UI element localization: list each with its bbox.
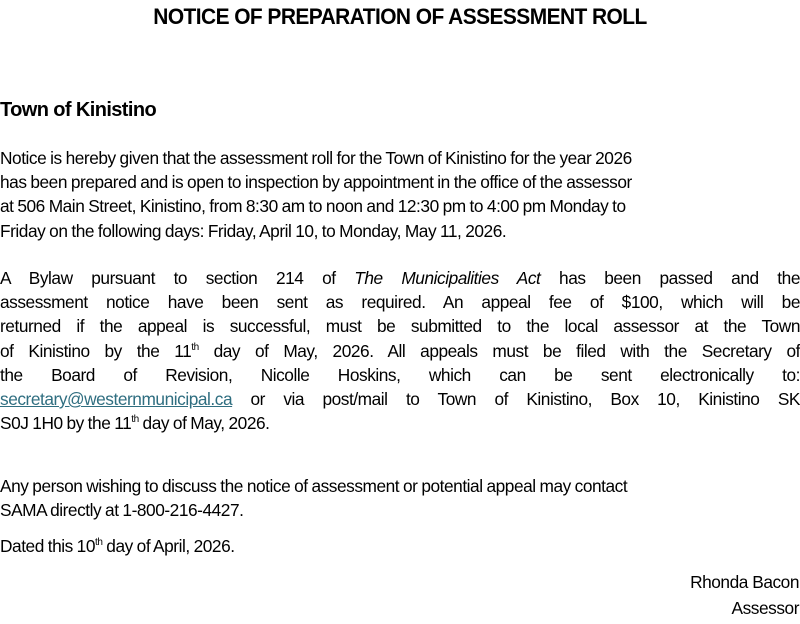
text-line (0, 387, 800, 411)
signature-name: Rhonda Bacon (690, 572, 799, 592)
page-title: NOTICE OF PREPARATION OF ASSESSMENT ROLL (153, 4, 647, 29)
text-line (0, 339, 800, 363)
text-segment: Dated this 10 (0, 536, 95, 556)
section-heading: Town of Kinistino (0, 99, 157, 121)
paragraph-bylaw (0, 266, 800, 435)
text-line (0, 411, 800, 435)
text-line: has been prepared and is open to inspection by appointment in the office of the assessor (0, 172, 632, 193)
text-line: the Board of Revision, Nicolle Hoskins, which can be sent electronically to: (0, 364, 800, 385)
text-segment: day of April, 2026. (102, 536, 235, 556)
text-line: Any person wishing to discuss the notice of assessment or potential appeal may contact (0, 476, 628, 496)
text-line: assessment notice have been sent as required. An appeal fee of $100, which will be (0, 292, 800, 313)
text-line (0, 266, 800, 290)
paragraph-dated (0, 534, 800, 558)
text-segment: of Kinistino by the 11 (0, 340, 192, 361)
ordinal-suffix: th (131, 414, 139, 426)
paragraph-contact (0, 474, 800, 522)
ordinal-suffix: th (94, 537, 103, 548)
text-line: Notice is hereby given that the assessment roll for the Town of Kinistino for the year 2026 (0, 148, 632, 168)
email-link[interactable]: secretary@westernmunicipal.ca (0, 389, 233, 410)
text-segment: A Bylaw pursuant to section 214 of (0, 268, 355, 288)
text-line: SAMA directly at 1-800-216-4427. (0, 500, 244, 521)
text-segment: day of May, 2026. All appeals must be filed with the Secretary of (198, 340, 800, 361)
text-line (0, 534, 800, 558)
paragraph-notice (0, 146, 800, 243)
text-line: at 506 Main Street, Kinistino, from 8:30 am to noon and 12:30 pm to 4:00 pm Monday to (0, 196, 626, 217)
text-line: Friday on the following days: Friday, April 10, to Monday, May 11, 2026. (0, 220, 507, 241)
text-line: returned if the appeal is successful, must be submitted to the local assessor at the Town (0, 316, 800, 337)
text-segment: S0J 1H0 by the 11 (0, 413, 132, 434)
text-segment: or via post/mail to Town of Kinistino, Box 10, Kinistino SK (232, 389, 800, 410)
text-segment: has been passed and the (540, 268, 800, 288)
act-title: The Municipalities Act (354, 268, 541, 288)
ordinal-suffix: th (191, 341, 199, 353)
text-segment: day of May, 2026. (138, 413, 270, 434)
signature-role: Assessor (731, 598, 799, 618)
